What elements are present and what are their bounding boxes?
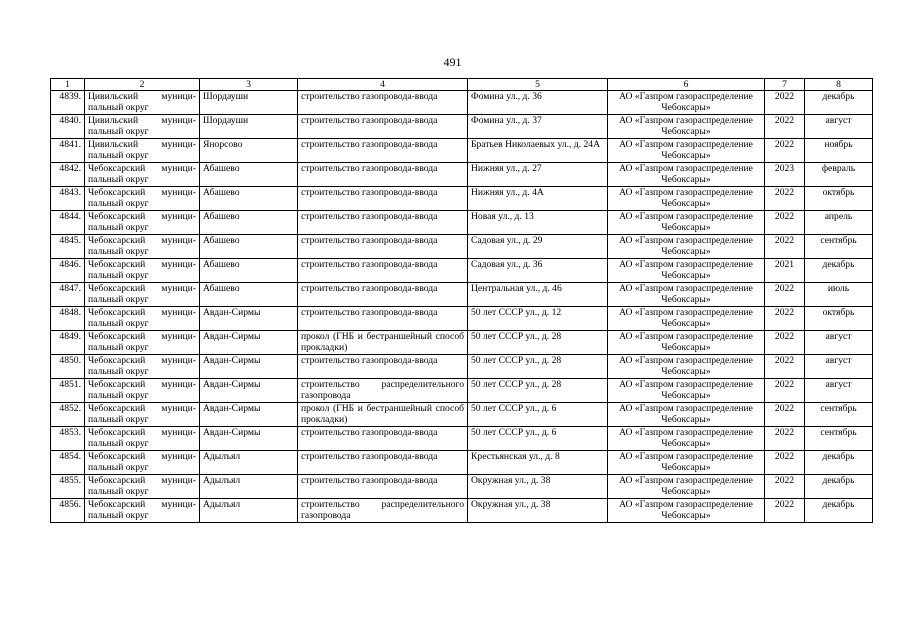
column-number: 4: [298, 79, 468, 91]
district-cell: Чебоксарский муници-пальный округ: [85, 259, 200, 283]
month-cell: декабрь: [805, 499, 873, 523]
organization-cell: АО «Газпром газораспределение Чебоксары»: [608, 379, 765, 403]
address-cell: 50 лет СССР ул., д. 6: [468, 403, 608, 427]
work-type-cell: строительство газопровода-ввода: [298, 187, 468, 211]
organization-cell: АО «Газпром газораспределение Чебоксары»: [608, 139, 765, 163]
work-type-cell: строительство газопровода-ввода: [298, 355, 468, 379]
address-cell: Крестьянская ул., д. 8: [468, 451, 608, 475]
month-cell: декабрь: [805, 91, 873, 115]
address-cell: Садовая ул., д. 29: [468, 235, 608, 259]
month-cell: апрель: [805, 211, 873, 235]
row-number-cell: 4845.: [51, 235, 85, 259]
year-cell: 2022: [765, 475, 805, 499]
row-number-cell: 4839.: [51, 91, 85, 115]
month-cell: август: [805, 379, 873, 403]
work-type-cell: строительство распределительного газопровода: [298, 499, 468, 523]
address-cell: 50 лет СССР ул., д. 28: [468, 331, 608, 355]
table-row: [51, 187, 873, 211]
table-row: [51, 499, 873, 523]
row-number-cell: 4840.: [51, 115, 85, 139]
year-cell: 2022: [765, 211, 805, 235]
year-cell: 2022: [765, 427, 805, 451]
year-cell: 2022: [765, 235, 805, 259]
address-cell: Нижняя ул., д. 4А: [468, 187, 608, 211]
district-cell: Чебоксарский муници-пальный округ: [85, 235, 200, 259]
organization-cell: АО «Газпром газораспределение Чебоксары»: [608, 451, 765, 475]
year-cell: 2022: [765, 331, 805, 355]
column-number-row: [51, 79, 873, 91]
settlement-cell: Шордауши: [200, 115, 298, 139]
table-row: [51, 379, 873, 403]
row-number-cell: 4855.: [51, 475, 85, 499]
year-cell: 2022: [765, 91, 805, 115]
work-type-cell: строительство газопровода-ввода: [298, 163, 468, 187]
district-cell: Чебоксарский муници-пальный округ: [85, 451, 200, 475]
table-row: [51, 355, 873, 379]
address-cell: Окружная ул., д. 38: [468, 499, 608, 523]
column-number: 3: [200, 79, 298, 91]
district-cell: Чебоксарский муници-пальный округ: [85, 187, 200, 211]
month-cell: октябрь: [805, 307, 873, 331]
settlement-cell: Абашево: [200, 187, 298, 211]
organization-cell: АО «Газпром газораспределение Чебоксары»: [608, 163, 765, 187]
address-cell: Фомина ул., д. 36: [468, 91, 608, 115]
work-type-cell: строительство газопровода-ввода: [298, 283, 468, 307]
year-cell: 2022: [765, 187, 805, 211]
table-row: [51, 403, 873, 427]
settlement-cell: Авдан-Сирмы: [200, 331, 298, 355]
settlement-cell: Абашево: [200, 163, 298, 187]
district-cell: Чебоксарский муници-пальный округ: [85, 211, 200, 235]
month-cell: август: [805, 115, 873, 139]
year-cell: 2022: [765, 499, 805, 523]
table-row: [51, 235, 873, 259]
address-cell: 50 лет СССР ул., д. 12: [468, 307, 608, 331]
address-cell: Центральная ул., д. 46: [468, 283, 608, 307]
column-number: 7: [765, 79, 805, 91]
table-row: [51, 259, 873, 283]
table-row: [51, 139, 873, 163]
row-number-cell: 4846.: [51, 259, 85, 283]
work-type-cell: строительство газопровода-ввода: [298, 115, 468, 139]
month-cell: сентябрь: [805, 403, 873, 427]
table-row: [51, 451, 873, 475]
work-type-cell: прокол (ГНБ и бестраншейный способ прокладки): [298, 403, 468, 427]
table-row: [51, 283, 873, 307]
organization-cell: АО «Газпром газораспределение Чебоксары»: [608, 115, 765, 139]
table-row: [51, 307, 873, 331]
address-cell: Новая ул., д. 13: [468, 211, 608, 235]
district-cell: Чебоксарский муници-пальный округ: [85, 379, 200, 403]
row-number-cell: 4847.: [51, 283, 85, 307]
address-cell: 50 лет СССР ул., д. 6: [468, 427, 608, 451]
organization-cell: АО «Газпром газораспределение Чебоксары»: [608, 331, 765, 355]
row-number-cell: 4856.: [51, 499, 85, 523]
organization-cell: АО «Газпром газораспределение Чебоксары»: [608, 235, 765, 259]
settlement-cell: Абашево: [200, 283, 298, 307]
month-cell: сентябрь: [805, 427, 873, 451]
month-cell: август: [805, 331, 873, 355]
month-cell: ноябрь: [805, 139, 873, 163]
row-number-cell: 4853.: [51, 427, 85, 451]
address-cell: Садовая ул., д. 36: [468, 259, 608, 283]
month-cell: декабрь: [805, 475, 873, 499]
month-cell: август: [805, 355, 873, 379]
organization-cell: АО «Газпром газораспределение Чебоксары»: [608, 427, 765, 451]
year-cell: 2022: [765, 307, 805, 331]
settlement-cell: Адылъял: [200, 475, 298, 499]
row-number-cell: 4844.: [51, 211, 85, 235]
month-cell: февраль: [805, 163, 873, 187]
row-number-cell: 4849.: [51, 331, 85, 355]
column-number: 1: [51, 79, 85, 91]
month-cell: октябрь: [805, 187, 873, 211]
table-row: [51, 91, 873, 115]
column-number: 2: [85, 79, 200, 91]
district-cell: Цивильский муници-пальный округ: [85, 139, 200, 163]
district-cell: Цивильский муници-пальный округ: [85, 115, 200, 139]
district-cell: Чебоксарский муници-пальный округ: [85, 283, 200, 307]
table-row: [51, 475, 873, 499]
organization-cell: АО «Газпром газораспределение Чебоксары»: [608, 355, 765, 379]
gas-works-table: [50, 78, 873, 523]
district-cell: Чебоксарский муници-пальный округ: [85, 475, 200, 499]
work-type-cell: строительство газопровода-ввода: [298, 427, 468, 451]
work-type-cell: строительство газопровода-ввода: [298, 259, 468, 283]
address-cell: 50 лет СССР ул., д. 28: [468, 355, 608, 379]
settlement-cell: Шордауши: [200, 91, 298, 115]
page-number: 491: [443, 55, 462, 69]
year-cell: 2022: [765, 139, 805, 163]
work-type-cell: строительство газопровода-ввода: [298, 91, 468, 115]
organization-cell: АО «Газпром газораспределение Чебоксары»: [608, 91, 765, 115]
organization-cell: АО «Газпром газораспределение Чебоксары»: [608, 259, 765, 283]
row-number-cell: 4848.: [51, 307, 85, 331]
work-type-cell: строительство газопровода-ввода: [298, 139, 468, 163]
district-cell: Чебоксарский муници-пальный округ: [85, 331, 200, 355]
column-number: 8: [805, 79, 873, 91]
table-row: [51, 427, 873, 451]
work-type-cell: строительство газопровода-ввода: [298, 451, 468, 475]
work-type-cell: прокол (ГНБ и бестраншейный способ прокладки): [298, 331, 468, 355]
address-cell: Братьев Николаевых ул., д. 24А: [468, 139, 608, 163]
row-number-cell: 4852.: [51, 403, 85, 427]
organization-cell: АО «Газпром газораспределение Чебоксары»: [608, 499, 765, 523]
year-cell: 2022: [765, 379, 805, 403]
table-body: [51, 79, 873, 523]
year-cell: 2022: [765, 403, 805, 427]
row-number-cell: 4843.: [51, 187, 85, 211]
column-number: 5: [468, 79, 608, 91]
row-number-cell: 4841.: [51, 139, 85, 163]
organization-cell: АО «Газпром газораспределение Чебоксары»: [608, 211, 765, 235]
month-cell: декабрь: [805, 259, 873, 283]
district-cell: Чебоксарский муници-пальный округ: [85, 403, 200, 427]
organization-cell: АО «Газпром газораспределение Чебоксары»: [608, 283, 765, 307]
year-cell: 2022: [765, 355, 805, 379]
settlement-cell: Янорсово: [200, 139, 298, 163]
table-row: [51, 331, 873, 355]
address-cell: Окружная ул., д. 38: [468, 475, 608, 499]
settlement-cell: Абашево: [200, 259, 298, 283]
year-cell: 2022: [765, 451, 805, 475]
settlement-cell: Авдан-Сирмы: [200, 355, 298, 379]
row-number-cell: 4854.: [51, 451, 85, 475]
district-cell: Цивильский муници-пальный округ: [85, 91, 200, 115]
year-cell: 2022: [765, 115, 805, 139]
district-cell: Чебоксарский муници-пальный округ: [85, 355, 200, 379]
table-row: [51, 163, 873, 187]
address-cell: Нижняя ул., д. 27: [468, 163, 608, 187]
organization-cell: АО «Газпром газораспределение Чебоксары»: [608, 475, 765, 499]
settlement-cell: Абашево: [200, 235, 298, 259]
district-cell: Чебоксарский муници-пальный округ: [85, 163, 200, 187]
work-type-cell: строительство газопровода-ввода: [298, 307, 468, 331]
address-cell: 50 лет СССР ул., д. 28: [468, 379, 608, 403]
work-type-cell: строительство газопровода-ввода: [298, 235, 468, 259]
work-type-cell: строительство распределительного газопровода: [298, 379, 468, 403]
year-cell: 2021: [765, 259, 805, 283]
settlement-cell: Адылъял: [200, 451, 298, 475]
settlement-cell: Авдан-Сирмы: [200, 427, 298, 451]
address-cell: Фомина ул., д. 37: [468, 115, 608, 139]
year-cell: 2022: [765, 283, 805, 307]
row-number-cell: 4850.: [51, 355, 85, 379]
row-number-cell: 4842.: [51, 163, 85, 187]
district-cell: Чебоксарский муници-пальный округ: [85, 307, 200, 331]
row-number-cell: 4851.: [51, 379, 85, 403]
settlement-cell: Авдан-Сирмы: [200, 379, 298, 403]
month-cell: сентябрь: [805, 235, 873, 259]
year-cell: 2023: [765, 163, 805, 187]
settlement-cell: Адылъял: [200, 499, 298, 523]
month-cell: июль: [805, 283, 873, 307]
work-type-cell: строительство газопровода-ввода: [298, 475, 468, 499]
settlement-cell: Абашево: [200, 211, 298, 235]
organization-cell: АО «Газпром газораспределение Чебоксары»: [608, 307, 765, 331]
month-cell: декабрь: [805, 451, 873, 475]
district-cell: Чебоксарский муници-пальный округ: [85, 427, 200, 451]
work-type-cell: строительство газопровода-ввода: [298, 211, 468, 235]
organization-cell: АО «Газпром газораспределение Чебоксары»: [608, 187, 765, 211]
table-row: [51, 115, 873, 139]
settlement-cell: Авдан-Сирмы: [200, 403, 298, 427]
table-row: [51, 211, 873, 235]
organization-cell: АО «Газпром газораспределение Чебоксары»: [608, 403, 765, 427]
district-cell: Чебоксарский муници-пальный округ: [85, 499, 200, 523]
column-number: 6: [608, 79, 765, 91]
settlement-cell: Авдан-Сирмы: [200, 307, 298, 331]
